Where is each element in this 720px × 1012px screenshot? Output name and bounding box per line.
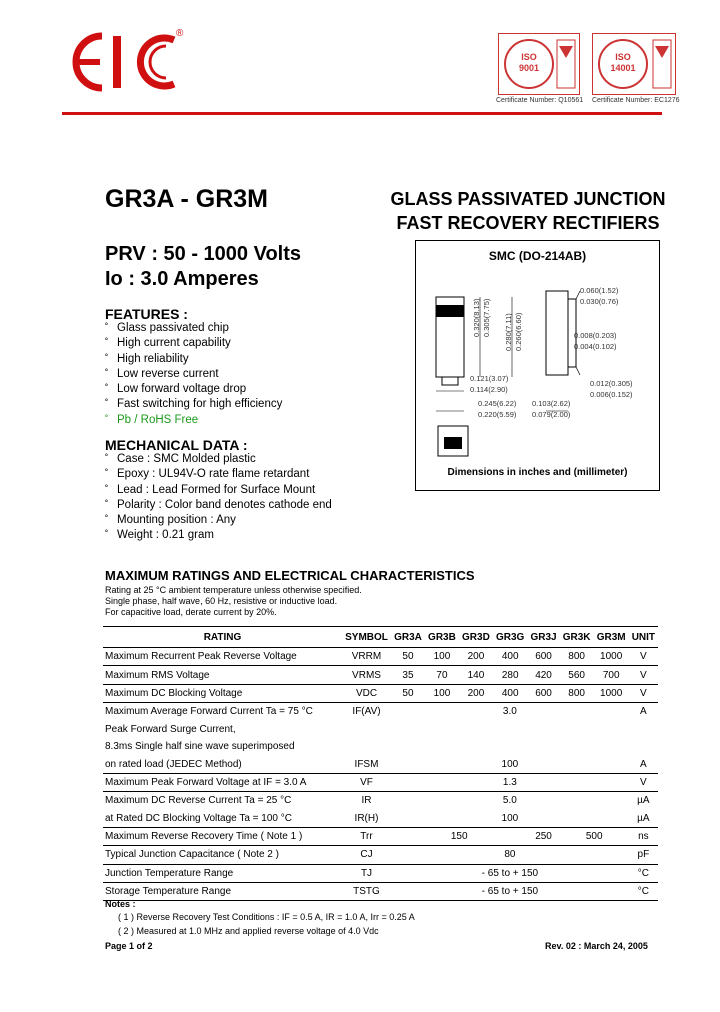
cell-unit: µA [637, 795, 650, 807]
col-header-unit: UNIT [631, 631, 656, 643]
table-row [103, 721, 658, 738]
cell-value: - 65 to + 150 [481, 867, 539, 879]
cell-value: 1.3 [502, 776, 517, 788]
page-number: Page 1 of 2 [105, 941, 153, 951]
company-logo [62, 28, 192, 98]
cell-value: 200 [467, 651, 485, 663]
table-row [103, 846, 658, 864]
prv-spec: PRV : 50 - 1000 Volts [105, 243, 302, 265]
cell-unit: A [640, 758, 647, 770]
cell-value: 800 [568, 687, 585, 699]
ratings-note-1: Rating at 25 °C ambient temperature unless otherwise specified. [105, 585, 362, 595]
feature-item: ˚ High reliability [105, 352, 405, 367]
dim-label: 0.280(7.11) [504, 313, 513, 351]
cell-rating: Maximum Average Forward Current Ta = 75 °C [105, 706, 313, 718]
iso9001-certificate [498, 33, 580, 95]
col-header-gr3j: GR3J [530, 631, 557, 643]
cell-value: 280 [501, 669, 519, 681]
cell-rating: 8.3ms Single half sine wave superimposed [105, 741, 295, 753]
cell-value: 800 [568, 651, 585, 663]
cell-value: 150 [450, 831, 468, 843]
cell-value: 100 [501, 812, 519, 824]
ratings-heading: MAXIMUM RATINGS AND ELECTRICAL CHARACTERISTICS [105, 568, 475, 583]
mechanical-list [105, 452, 405, 544]
table-row [103, 773, 658, 791]
cell-rating: Maximum Reverse Recovery Time ( Note 1 ) [105, 831, 303, 843]
dim-label: 0.245(6.22) [478, 399, 517, 408]
cell-value: 50 [402, 651, 414, 663]
subtitle-line-2: FAST RECOVERY RECTIFIERS [396, 213, 660, 233]
dim-label: 0.008(0.203) [574, 331, 617, 340]
cell-value: 140 [467, 669, 485, 681]
package-drawing-box [415, 240, 660, 491]
notes-heading: Notes : [105, 899, 136, 909]
cell-symbol: VF [360, 776, 373, 788]
cell-rating: Maximum RMS Voltage [105, 669, 210, 681]
cell-value: 560 [568, 669, 585, 681]
cell-value: 5.0 [502, 795, 517, 807]
iso14001-label: ISO [615, 52, 631, 62]
ratings-note-2: Single phase, half wave, 60 Hz, resistive or inductive load. [105, 596, 338, 606]
features-heading: FEATURES : [105, 306, 188, 322]
package-title: SMC (DO-214AB) [488, 249, 587, 263]
cell-rating: Maximum Recurrent Peak Reverse Voltage [105, 651, 297, 663]
ratings-table [103, 626, 658, 901]
package-outline-diagram [416, 241, 659, 490]
table-row [103, 703, 658, 721]
col-header-gr3m: GR3M [596, 631, 626, 643]
table-row [103, 684, 658, 702]
cell-symbol: CJ [360, 849, 373, 861]
cell-value: 35 [402, 669, 414, 681]
part-number-title: GR3A - GR3M [105, 185, 268, 213]
dim-label: 0.079(2.00) [532, 410, 571, 419]
cell-rating: Maximum DC Reverse Current Ta = 25 °C [105, 795, 292, 807]
col-header-symbol: SYMBOL [345, 631, 388, 643]
iso9001-caption: Certificate Number: Q10561 [496, 97, 584, 104]
feature-item: ˚ High current capability [105, 336, 405, 351]
table-row [103, 666, 658, 684]
mechanical-item: ˚ Polarity : Color band denotes cathode end [105, 498, 405, 513]
feature-item: ˚ Glass passivated chip [105, 321, 405, 336]
cell-unit: pF [637, 849, 650, 861]
iso9001-std: 9001 [518, 63, 540, 73]
dim-label: 0.320(8.13) [472, 298, 481, 337]
cell-symbol: VDC [355, 687, 378, 699]
cell-value: 50 [402, 687, 414, 699]
dim-label: 0.260(6.60) [514, 312, 523, 351]
cell-unit: ns [638, 831, 649, 843]
cell-unit: µA [637, 812, 650, 824]
col-header-gr3k: GR3K [562, 631, 591, 643]
eic-logo-graphic [62, 28, 192, 98]
feature-item: ˚ Low reverse current [105, 367, 405, 382]
dim-label: 0.006(0.152) [590, 390, 633, 399]
cell-unit: °C [637, 886, 649, 898]
dim-label: 0.103(2.62) [532, 399, 571, 408]
cell-symbol: VRRM [351, 651, 382, 663]
cell-symbol: IF(AV) [352, 706, 381, 718]
table-row [103, 755, 658, 773]
col-header-gr3a: GR3A [394, 631, 422, 643]
dim-label: 0.114(2.90) [470, 385, 508, 394]
table-row [103, 864, 658, 882]
cell-rating: on rated load (JEDEC Method) [105, 758, 242, 770]
cell-rating: Maximum Peak Forward Voltage at IF = 3.0 A [105, 776, 307, 788]
cell-rating: Junction Temperature Range [105, 867, 234, 879]
cell-value: 500 [585, 831, 603, 843]
cell-rating: Peak Forward Surge Current, [105, 723, 236, 735]
dim-label: 0.004(0.102) [574, 342, 617, 351]
cell-unit: °C [637, 867, 649, 879]
cell-rating: Typical Junction Capacitance ( Note 2 ) [105, 849, 279, 861]
cell-unit: V [640, 669, 647, 681]
cell-symbol: IR [361, 795, 372, 807]
registered-mark: ® [176, 28, 184, 39]
mechanical-heading: MECHANICAL DATA : [105, 437, 248, 453]
dim-label: 0.030(0.76) [580, 297, 619, 306]
features-list [105, 321, 405, 428]
iso14001-certificate [592, 33, 676, 95]
feature-item: ˚ Low forward voltage drop [105, 382, 405, 397]
cell-symbol: IFSM [354, 758, 379, 770]
cell-value: 700 [602, 669, 620, 681]
cell-value: 400 [501, 651, 519, 663]
dim-label: 0.121(3.07) [470, 374, 509, 383]
cell-value: 250 [535, 831, 552, 843]
feature-item: ˚ Fast switching for high efficiency [105, 397, 405, 412]
table-row [103, 648, 658, 666]
note-2: ( 2 ) Measured at 1.0 MHz and applied reverse voltage of 4.0 Vdc [118, 926, 379, 936]
mechanical-item: ˚ Weight : 0.21 gram [105, 528, 405, 543]
dim-label: 0.012(0.305) [590, 379, 633, 388]
mechanical-item: ˚ Epoxy : UL94V-O rate flame retardant [105, 467, 405, 482]
cell-value: 100 [433, 687, 451, 699]
cell-value: - 65 to + 150 [481, 886, 539, 898]
feature-item-rohs: ˚ Pb / RoHS Free [105, 413, 405, 428]
header-rule [62, 112, 662, 115]
cell-symbol: IR(H) [354, 812, 379, 824]
cell-rating: Storage Temperature Range [105, 886, 232, 898]
product-subtitle [388, 187, 668, 235]
col-header-gr3d: GR3D [462, 631, 490, 643]
dim-label: 0.220(5.59) [478, 410, 517, 419]
iso9001-label: ISO [521, 52, 537, 62]
col-header-rating: RATING [203, 631, 242, 643]
mechanical-item: ˚ Mounting position : Any [105, 513, 405, 528]
cell-symbol: TSTG [353, 886, 380, 898]
revision-date: Rev. 02 : March 24, 2005 [545, 941, 648, 951]
cell-value: 100 [433, 651, 451, 663]
cell-value: 200 [467, 687, 485, 699]
cell-unit: V [640, 651, 647, 663]
cell-unit: A [640, 706, 647, 718]
table-row [103, 738, 658, 755]
cell-symbol: TJ [360, 867, 373, 879]
cell-value: 80 [504, 849, 516, 861]
cell-value: 400 [501, 687, 519, 699]
cell-value: 1000 [600, 687, 623, 699]
table-row [103, 827, 658, 845]
package-caption: Dimensions in inches and (millimeter) [447, 467, 628, 478]
cell-value: 1000 [600, 651, 623, 663]
col-header-gr3b: GR3B [428, 631, 456, 643]
dim-label: 0.305(7.75) [482, 298, 491, 337]
cell-value: 600 [535, 687, 552, 699]
subtitle-line-1: GLASS PASSIVATED JUNCTION [390, 189, 666, 209]
iso14001-std: 14001 [610, 63, 636, 73]
io-spec: Io : 3.0 Amperes [105, 268, 259, 290]
cell-value: 100 [501, 758, 519, 770]
cell-value: 70 [436, 669, 448, 681]
iso14001-caption: Certificate Number: EC1276 [592, 97, 680, 104]
table-row [103, 792, 658, 810]
cell-value: 420 [535, 669, 552, 681]
table-row [103, 810, 658, 828]
dim-label: 0.060(1.52) [580, 286, 619, 295]
cell-value: 600 [535, 651, 552, 663]
cell-unit: V [640, 687, 647, 699]
mechanical-item: ˚ Case : SMC Molded plastic [105, 452, 405, 467]
cell-symbol: VRMS [352, 669, 381, 681]
mechanical-item: ˚ Lead : Lead Formed for Surface Mount [105, 483, 405, 498]
cell-unit: V [640, 776, 647, 788]
table-row [103, 883, 658, 901]
cell-rating: at Rated DC Blocking Voltage Ta = 100 °C [105, 812, 292, 824]
ratings-note-3: For capacitive load, derate current by 20%. [105, 607, 277, 617]
note-1: ( 1 ) Reverse Recovery Test Conditions : IF = 0.5 A, IR = 1.0 A, Irr = 0.25 A [118, 912, 415, 922]
cell-rating: Maximum DC Blocking Voltage [105, 687, 243, 699]
col-header-gr3g: GR3G [496, 631, 525, 643]
cell-symbol: Trr [360, 831, 373, 843]
cell-value: 3.0 [502, 706, 517, 718]
table-header-row [103, 627, 658, 648]
